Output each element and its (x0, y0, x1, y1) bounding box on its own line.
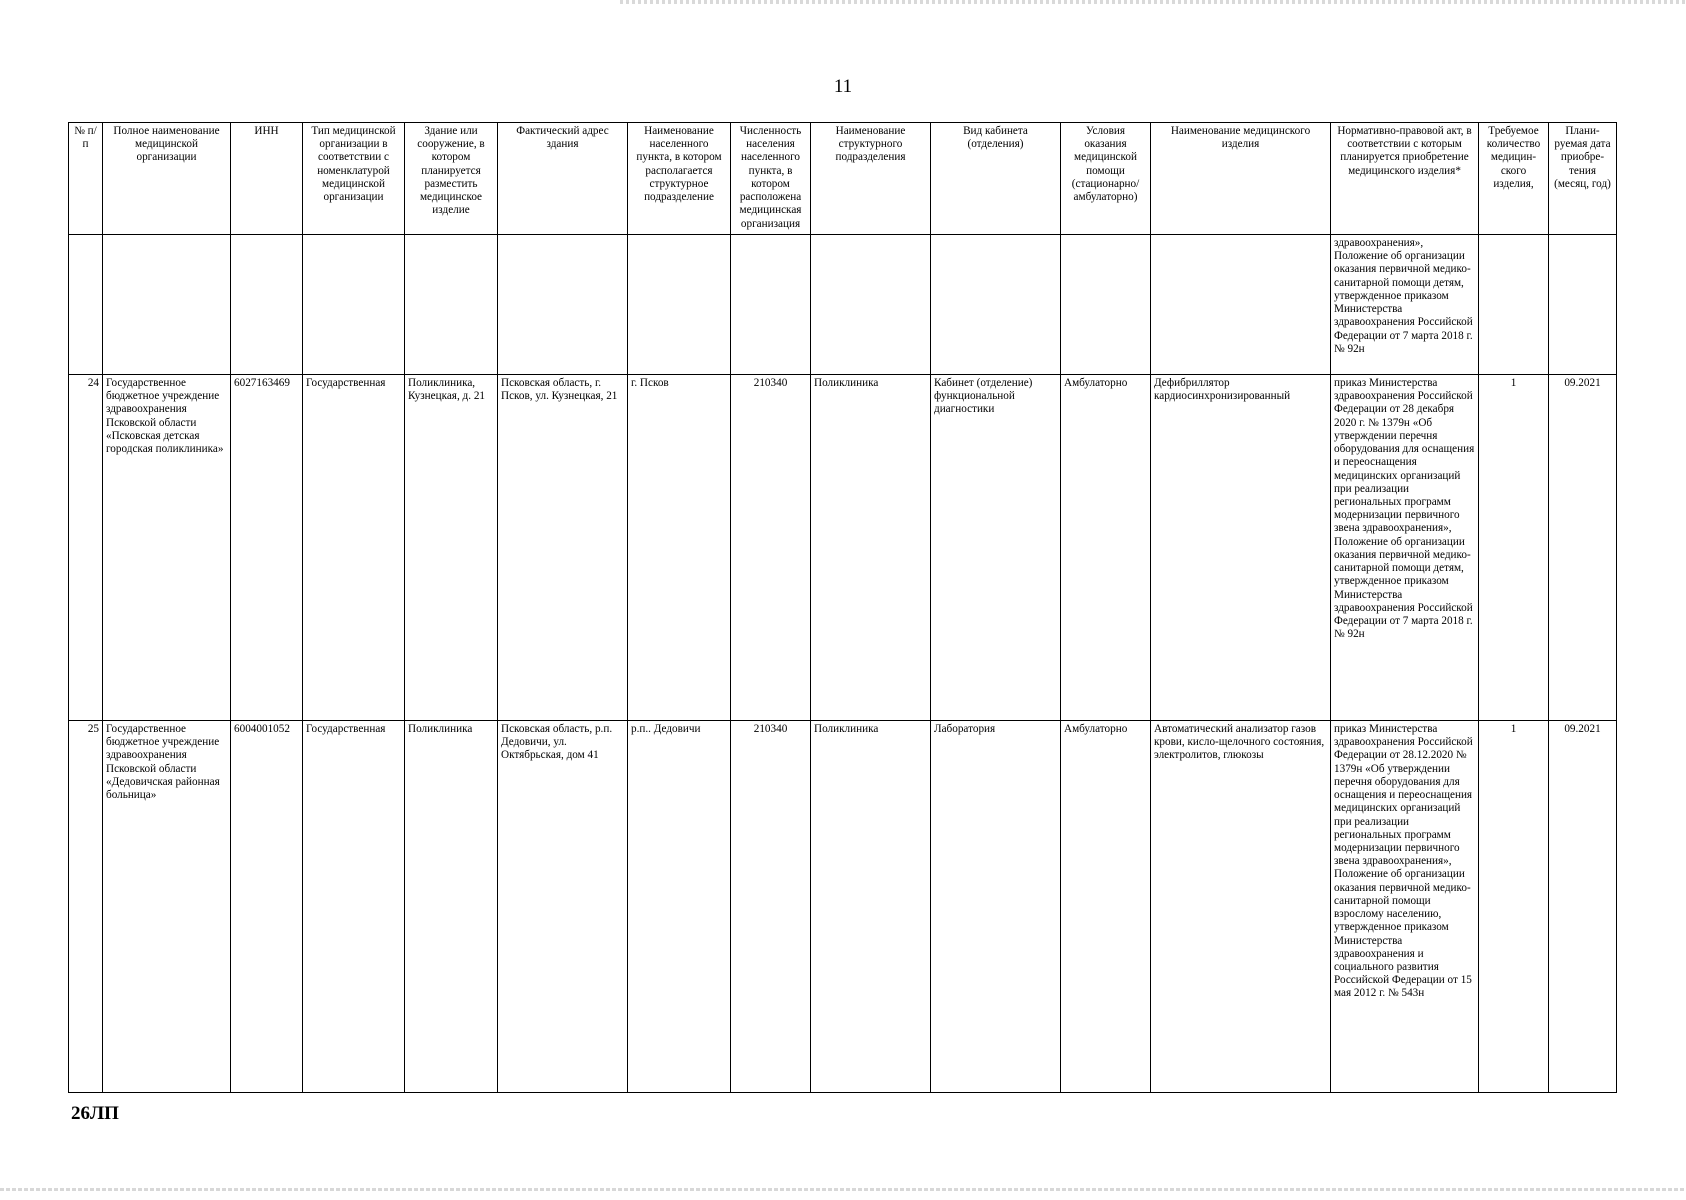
cell-population: 210340 (731, 721, 811, 1093)
cell-building: Поликлиника (405, 721, 498, 1093)
cell-inn: 6004001052 (231, 721, 303, 1093)
scan-edge-top (620, 0, 1686, 4)
table-row (69, 375, 1617, 721)
cell-room-type: Лаборатория (931, 721, 1061, 1093)
cell-device: Дефибриллятор кардиосинхронизированный (1151, 375, 1331, 721)
cell-num: 24 (69, 375, 103, 721)
header-org-type: Тип медицинской организации в соответствии с номенклатурой медицинской организации (303, 123, 405, 235)
cell-conditions: Амбулаторно (1061, 375, 1151, 721)
header-room-type: Вид кабинета (отделения) (931, 123, 1061, 235)
header-device: Наименование медицинского изделия (1151, 123, 1331, 235)
header-org-name: Полное наименование медицинской организации (103, 123, 231, 235)
cell-legal-act: приказ Министерства здравоохранения Российской Федерации от 28 декабря 2020 г. № 1379н «Об утверждении перечня оборудования для оснащения и переоснащения медицинских организаций при реализации региональных программ модернизации первичного звена здравоохранения», Положение об организации оказания первичной медико-санитарной помощи детям, утвержденное приказом Министерства здравоохранения Российской Федерации от 7 марта 2018 г. № 92н (1331, 375, 1479, 721)
table-row-continuation (69, 235, 1617, 375)
cell-address: Псковская область, р.п. Дедовичи, ул. Октябрьская, дом 41 (498, 721, 628, 1093)
cell-address: Псковская область, г. Псков, ул. Кузнецкая, 21 (498, 375, 628, 721)
cell-org-name: Государственное бюджетное учреждение здравоохранения Псковской области «Дедовичская районная больница» (103, 721, 231, 1093)
page-number: 11 (833, 76, 853, 97)
scan-edge-bottom (0, 1188, 1686, 1191)
cell-locality: г. Псков (628, 375, 731, 721)
cell-date: 09.2021 (1549, 375, 1617, 721)
cell-device: Автоматический анализатор газов крови, кисло-щелочного состояния, электролитов, глюкозы (1151, 721, 1331, 1093)
cell-room-type: Кабинет (отделение) функциональной диагностики (931, 375, 1061, 721)
cell-legal-act: приказ Министерства здравоохранения Российской Федерации от 28.12.2020 № 1379н «Об утверждении перечня оборудования для оснащения и переоснащения медицинских организаций при реализации региональных программ модернизации первичного звена здравоохранения», Положение об организации оказания первичной медико-санитарной помощи взрослому населению, утвержденное приказом Министерства здравоохранения и социального развития Российской Федерации от 15 мая 2012 г. № 543н (1331, 721, 1479, 1093)
cell-legal-act-continuation: здравоохранения», Положение об организации оказания первичной медико-санитарной помощи детям, утвержденное приказом Министерства здравоохранения Российской Федерации от 7 марта 2018 г. № 92н (1331, 235, 1479, 375)
cell-conditions: Амбулаторно (1061, 721, 1151, 1093)
cell-locality: р.п.. Дедовичи (628, 721, 731, 1093)
cell-org-type: Государственная (303, 375, 405, 721)
cell-subdivision: Поликлиника (811, 721, 931, 1093)
header-population: Численность населения населенного пункта, в котором расположена медицинская организация (731, 123, 811, 235)
header-inn: ИНН (231, 123, 303, 235)
header-date: Плани-руемая дата приобре-тения (месяц, год) (1549, 123, 1617, 235)
cell-subdivision: Поликлиника (811, 375, 931, 721)
header-quantity: Требуемое количество медицин-ского изделия, (1479, 123, 1549, 235)
equipment-table (68, 122, 1617, 1093)
cell-quantity: 1 (1479, 721, 1549, 1093)
header-locality: Наименование населенного пункта, в котором располагается структурное подразделение (628, 123, 731, 235)
cell-population: 210340 (731, 375, 811, 721)
cell-org-name: Государственное бюджетное учреждение здравоохранения Псковской области «Псковская детская городская поликлиника» (103, 375, 231, 721)
header-building: Здание или сооружение, в котором планируется разместить медицинское изделие (405, 123, 498, 235)
header-address: Фактический адрес здания (498, 123, 628, 235)
header-subdivision: Наименование структурного подразделения (811, 123, 931, 235)
table-header-row (69, 123, 1617, 235)
header-conditions: Условия оказания медицинской помощи (стационарно/ амбулаторно) (1061, 123, 1151, 235)
header-num: № п/п (69, 123, 103, 235)
document-code: 26ЛП (71, 1103, 119, 1124)
table-row (69, 721, 1617, 1093)
cell-quantity: 1 (1479, 375, 1549, 721)
cell-date: 09.2021 (1549, 721, 1617, 1093)
header-legal-act: Нормативно-правовой акт, в соответствии с которым планируется приобретение медицинского изделия* (1331, 123, 1479, 235)
cell-inn: 6027163469 (231, 375, 303, 721)
cell-building: Поликлиника, Кузнецкая, д. 21 (405, 375, 498, 721)
cell-num: 25 (69, 721, 103, 1093)
cell-org-type: Государственная (303, 721, 405, 1093)
